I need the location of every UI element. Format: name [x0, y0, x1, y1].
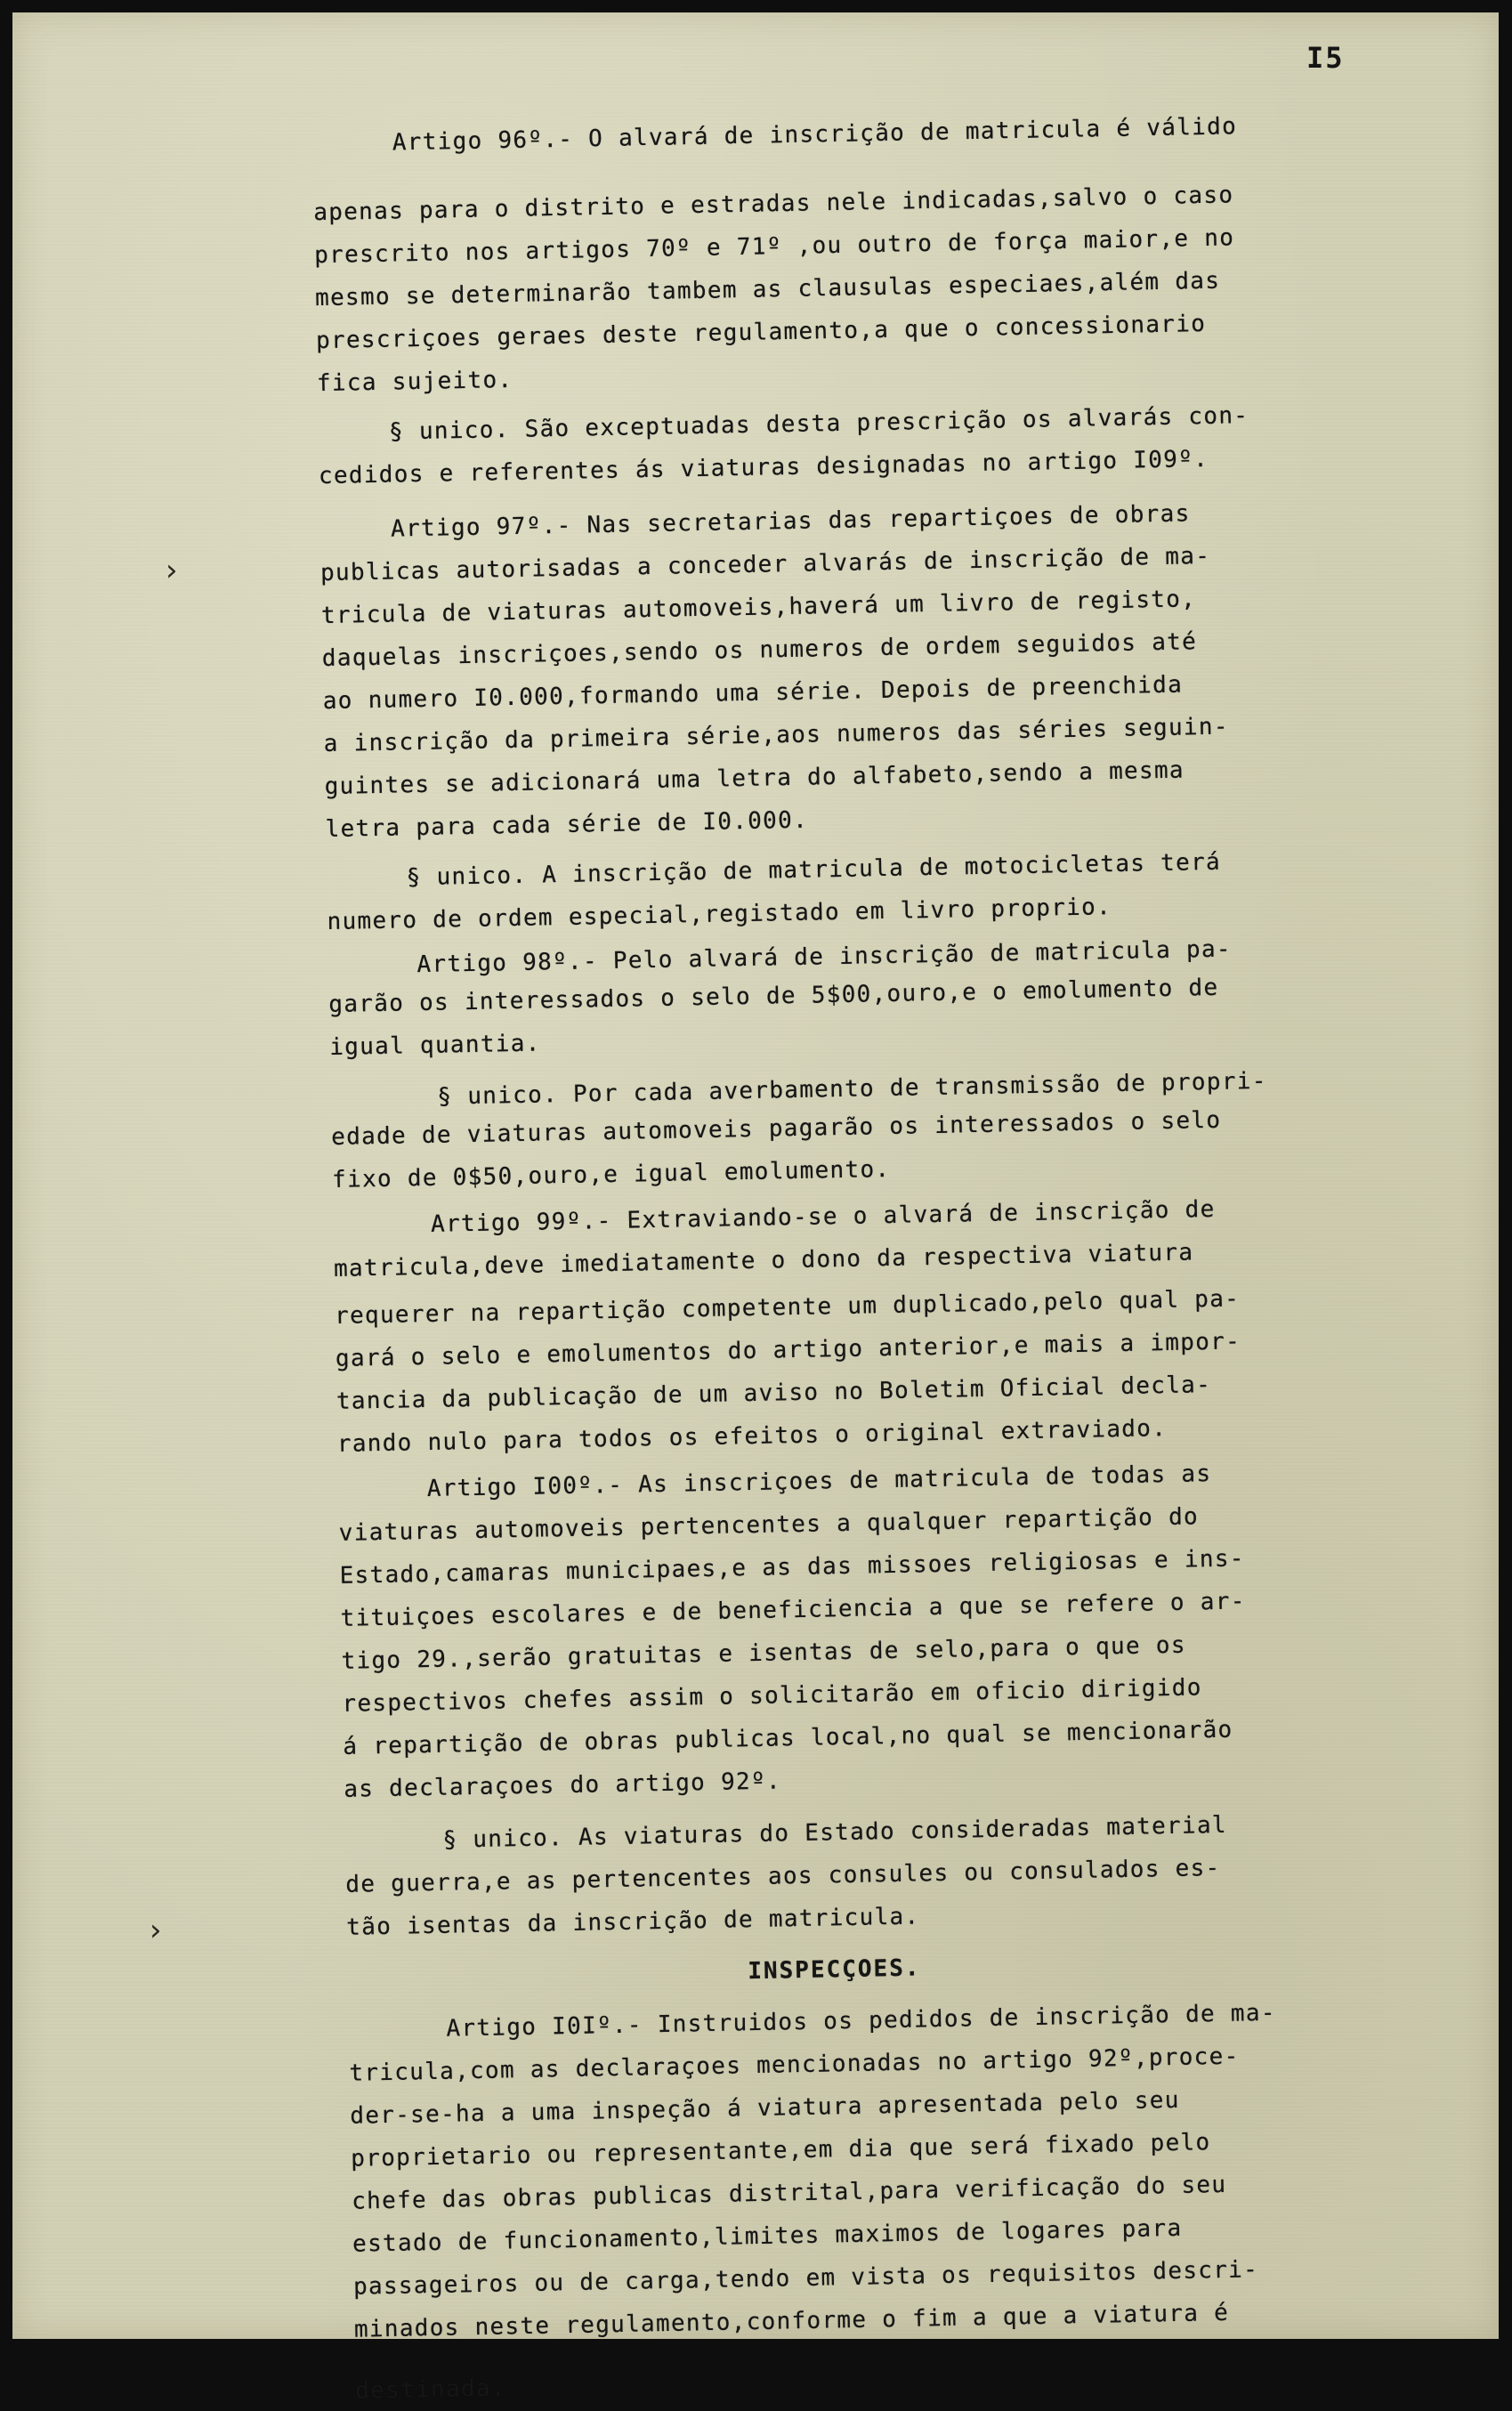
text-line: Artigo 97º.- Nas secretarias das repartiçoes de obras	[390, 500, 1191, 543]
text-line: gará o selo e emolumentos do artigo anterior,e mais a impor-	[335, 1328, 1241, 1372]
text-line: ao numero I0.000,formando uma série. Depois de preenchida	[322, 671, 1184, 716]
text-line: tricula,com as declaraçoes mencionadas no artigo 92º,proce-	[349, 2043, 1240, 2087]
text-line: requerer na repartição competente um duplicado,pelo qual pa-	[334, 1285, 1241, 1330]
text-line: matricula,deve imediatamente o dono da respectiva viatura	[333, 1239, 1194, 1282]
text-line: Artigo 98º.- Pelo alvará de inscrição de matricula pa-	[416, 935, 1233, 979]
section-heading: INSPECÇOES.	[748, 1954, 921, 1986]
text-line: Artigo I0Iº.- Instruidos os pedidos de inscrição de ma-	[446, 1999, 1277, 2043]
text-line: § unico. Por cada averbamento de transmissão de propri-	[437, 1067, 1267, 1111]
text-line: § unico. As viaturas do Estado consideradas material	[442, 1811, 1228, 1854]
text-line: der-se-ha a uma inspeção á viatura apresentada pelo seu	[350, 2086, 1180, 2130]
text-line: minados neste regulamento,conforme o fim a que a viatura é	[353, 2299, 1230, 2343]
text-line: § unico. A inscrição de matricula de motocicletas terá	[406, 848, 1222, 892]
text-line: proprietario ou representante,em dia que será fixado pelo	[350, 2129, 1211, 2172]
text-line: § unico. São exceptuadas desta prescrição os alvarás con-	[388, 402, 1249, 446]
text-line: Artigo 99º.- Extraviando-se o alvará de inscrição de	[430, 1195, 1216, 1238]
text-line: respectivos chefes assim o solicitarão em oficio dirigido	[342, 1674, 1202, 1718]
text-line: garão os interessados o selo de 5$00,ouro,e o emolumento de	[328, 974, 1219, 1019]
text-line: cedidos e referentes ás viaturas designadas no artigo I09º.	[318, 445, 1209, 490]
text-line: guintes se adicionará uma letra do alfabeto,sendo a mesma	[324, 756, 1185, 801]
text-line: prescrito nos artigos 70º e 71º ,ou outro de força maior,e no	[313, 224, 1235, 270]
text-line: Artigo 96º.- O alvará de inscrição de matricula é válido	[392, 113, 1238, 157]
text-line: de guerra,e as pertencentes aos consules ou consulados es-	[345, 1854, 1221, 1898]
text-line: tancia da publicação de um aviso no Boletim Oficial decla-	[336, 1371, 1212, 1415]
margin-mark: ›	[166, 553, 178, 588]
text-line: fixo de 0$50,ouro,e igual emolumento.	[331, 1155, 891, 1193]
text-line: daquelas inscriçoes,sendo os numeros de ordem seguidos até	[321, 628, 1198, 673]
text-line: letra para cada série de I0.000.	[325, 806, 809, 844]
text-line: publicas autorisadas a conceder alvarás de inscrição de ma-	[319, 542, 1211, 587]
text-line: estado de funcionamento,limites maximos de logares para	[352, 2214, 1183, 2258]
text-line: igual quantia.	[329, 1030, 541, 1061]
text-line: edade de viaturas automoveis pagarão os interessados o selo	[330, 1106, 1222, 1151]
text-line: tricula de viaturas automoveis,haverá um livro de registo,	[320, 586, 1197, 630]
text-line: rando nulo para todos os efeitos o original extraviado.	[336, 1415, 1168, 1458]
text-line: Estado,camaras municipaes,e as das missoes religiosas e ins-	[339, 1545, 1246, 1590]
text-line: fica sujeito.	[316, 366, 513, 398]
text-line: passageiros ou de carga,tendo em vista os requisitos descri-	[352, 2256, 1259, 2301]
text-line: apenas para o distrito e estradas nele indicadas,salvo o caso	[312, 182, 1234, 227]
text-line: viaturas automoveis pertencentes a qualquer repartição do	[338, 1503, 1200, 1547]
text-line: á repartição de obras publicas local,no qual se mencionarão	[343, 1716, 1233, 1760]
text-line: destinada.	[354, 2375, 507, 2405]
text-line: Artigo I00º.- As inscriçoes de matricula de todas as	[426, 1460, 1212, 1502]
text-line: tituiçoes escolares e de beneficiencia a que se refere o ar-	[340, 1588, 1246, 1632]
margin-mark: ›	[150, 1913, 162, 1948]
text-line: mesmo se determinarão tambem as clausulas especiaes,além das	[314, 267, 1221, 312]
page-number: I5	[1306, 41, 1345, 75]
text-line: chefe das obras publicas distrital,para verificação do seu	[351, 2171, 1227, 2215]
text-line: tão isentas da inscrição de matricula.	[345, 1903, 920, 1941]
text-line: numero de ordem especial,registado em livro proprio.	[327, 894, 1112, 936]
text-line: tigo 29.,serão gratuitas e isentas de selo,para o que os	[341, 1631, 1187, 1675]
text-line: prescriçoes geraes deste regulamento,a que o concessionario	[315, 310, 1207, 355]
text-line: a inscrição da primeira série,aos numeros das séries seguin-	[323, 713, 1230, 758]
text-line: as declaraçoes do artigo 92º.	[344, 1768, 782, 1803]
